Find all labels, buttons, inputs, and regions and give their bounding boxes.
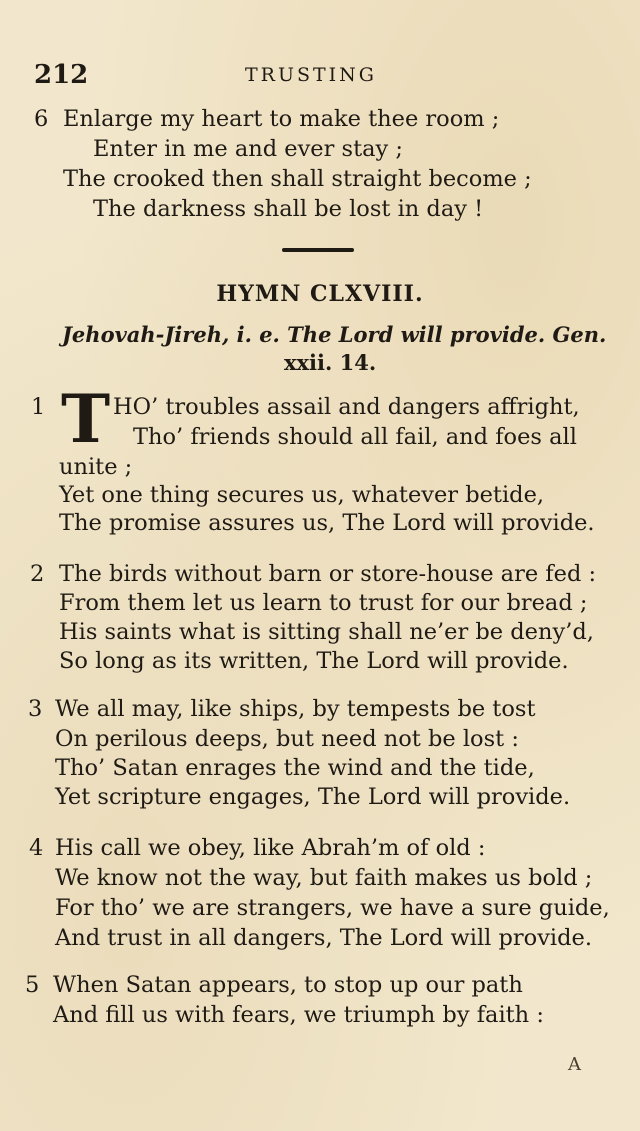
verse-line: So long as its written, The Lord will provide.	[59, 648, 569, 674]
verse-line: On perilous deeps, but need not be lost :	[55, 726, 519, 752]
stanza-number: 6	[34, 106, 49, 132]
stanza-number: 2	[30, 561, 45, 587]
verse-line: unite ;	[59, 454, 133, 480]
verse-line: Enter in me and ever stay ;	[93, 136, 403, 162]
verse-line: His call we obey, like Abrah’m of old :	[55, 835, 486, 861]
verse-line: We all may, like ships, by tempests be tost	[55, 696, 536, 722]
stanza-number: 1	[31, 394, 46, 420]
stanza-number: 4	[29, 835, 44, 861]
section-divider	[282, 248, 354, 252]
stanza-number: 3	[28, 696, 43, 722]
verse-line: The darkness shall be lost in day !	[93, 196, 484, 222]
verse-line: His saints what is sitting shall ne’er be deny’d,	[59, 619, 594, 645]
running-title: TRUSTING	[245, 64, 377, 86]
verse-line: HO’ troubles assail and dangers affright,	[113, 394, 580, 420]
hymn-title: HYMN CLXVIII.	[216, 281, 424, 307]
verse-line: From them let us learn to trust for our bread ;	[59, 590, 588, 616]
hymn-epigraph: Jehovah-Jireh, i. e. The Lord will provide. Gen.	[62, 322, 607, 347]
verse-line: Enlarge my heart to make thee room ;	[63, 106, 500, 132]
stanza-number: 5	[25, 972, 40, 998]
verse-line: For tho’ we are strangers, we have a sure guide,	[55, 895, 610, 921]
verse-line: Yet one thing secures us, whatever betide,	[59, 482, 545, 508]
hymn-epigraph-reference: xxii. 14.	[284, 350, 377, 375]
verse-line: And fill us with fears, we triumph by faith :	[53, 1002, 544, 1028]
verse-line: Tho’ friends should all fail, and foes all	[133, 424, 577, 450]
drop-cap: T	[61, 380, 111, 458]
verse-line: Tho’ Satan enrages the wind and the tide,	[55, 755, 535, 781]
page-number: 212	[34, 60, 89, 90]
verse-line: When Satan appears, to stop up our path	[53, 972, 523, 998]
verse-line: The birds without barn or store-house are fed :	[59, 561, 597, 587]
verse-line: We know not the way, but faith makes us bold ;	[55, 865, 593, 891]
verse-line: The promise assures us, The Lord will provide.	[59, 510, 595, 536]
verse-line: The crooked then shall straight become ;	[63, 166, 532, 192]
verse-line: Yet scripture engages, The Lord will provide.	[55, 784, 571, 810]
verse-line: And trust in all dangers, The Lord will provide.	[55, 925, 593, 951]
catchword: A	[568, 1054, 581, 1075]
